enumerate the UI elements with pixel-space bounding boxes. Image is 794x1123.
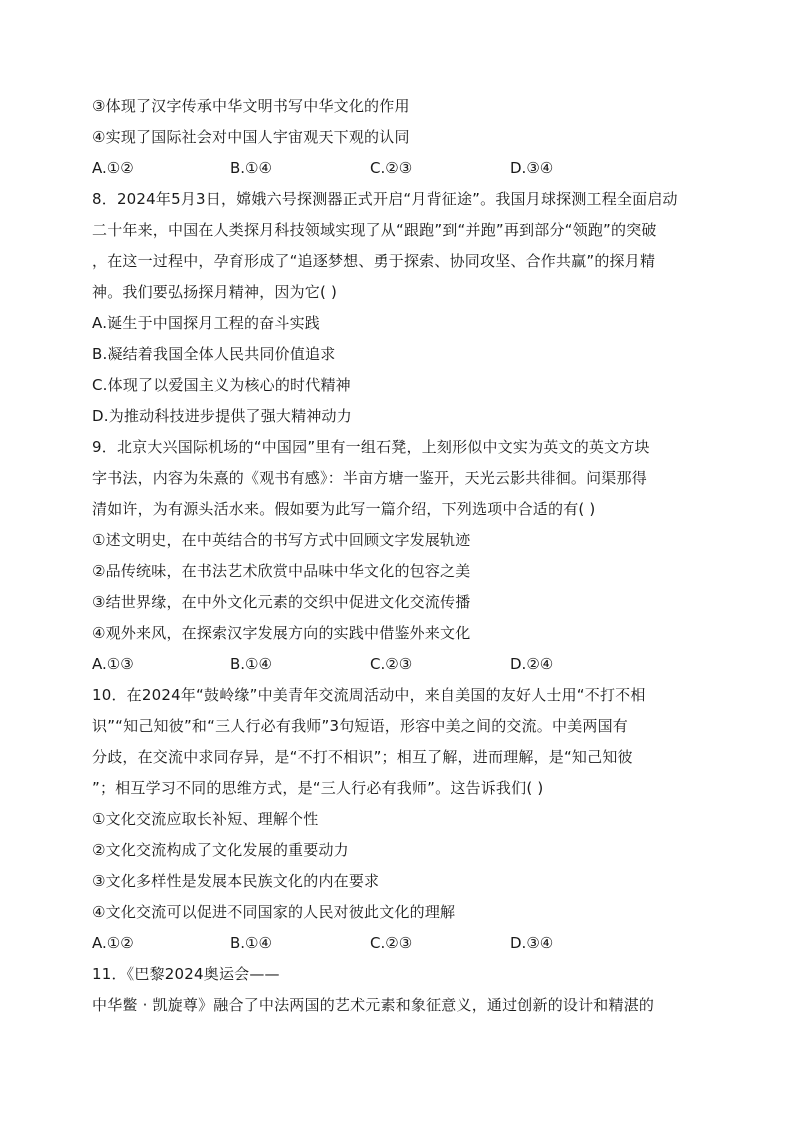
q10-stem-line-1: 10．在2024年“鼓岭缘”中美青年交流周活动中，来自美国的友好人士用“不打不相 (92, 686, 646, 704)
q7-statement-3: ③体现了汉字传承中华文明书写中华文化的作用 (92, 97, 410, 115)
q10-stem-line-3: 分歧，在交流中求同存异，是“不打不相识”；相互了解，进而理解，是“知己知彼 (92, 748, 633, 766)
q9-statement-4: ④观外来风，在探索汉字发展方向的实践中借鉴外来文化 (92, 624, 471, 642)
q7-statement-4: ④实现了国际社会对中国人宇宙观天下观的认同 (92, 128, 410, 146)
q10-options (92, 933, 704, 953)
q8-option-c[interactable]: C.体现了以爱国主义为核心的时代精神 (92, 376, 351, 394)
q8-option-d[interactable]: D.为推动科技进步提供了强大精神动力 (92, 407, 352, 425)
q9-stem-line-1: 9．北京大兴国际机场的“中国园”里有一组石凳，上刻形似中文实为英文的英文方块 (92, 438, 650, 456)
q9-statement-1: ①述文明史，在中英结合的书写方式中回顾文字发展轨迹 (92, 531, 471, 549)
q10-stem-line-2: 识”“知己知彼”和“三人行必有我师”3句短语，形容中美之间的交流。中美两国有 (92, 717, 629, 735)
q9-option-a[interactable]: A.①③ (92, 655, 134, 673)
q8-stem-line-4: 神。我们要弘扬探月精神，因为它( ) (92, 283, 338, 301)
q8-stem-line-1: 8．2024年5月3日，嫦娥六号探测器正式开启“月背征途”。我国月球探测工程全面启动 (92, 190, 678, 208)
q8-stem-line-2: 二十年来，中国在人类探月科技领域实现了从“跟跑”到“并跑”再到部分“领跑”的突破 (92, 221, 657, 239)
q9-statement-2: ②品传统味，在书法艺术欣赏中品味中华文化的包容之美 (92, 562, 471, 580)
q9-option-d[interactable]: D.②④ (510, 655, 554, 673)
q9-stem-line-2: 字书法，内容为朱熹的《观书有感》：半亩方塘一鉴开，天光云影共徘徊。问渠那得 (92, 469, 647, 487)
q7-options (92, 158, 704, 178)
q10-statement-2: ②文化交流构成了文化发展的重要动力 (92, 841, 349, 859)
q9-option-c[interactable]: C.②③ (370, 655, 413, 673)
q10-statement-1: ①文化交流应取长补短、理解个性 (92, 810, 319, 828)
q7-option-c[interactable]: C.②③ (370, 159, 413, 177)
q10-option-c[interactable]: C.②③ (370, 934, 413, 952)
q9-options (92, 654, 704, 674)
q10-option-a[interactable]: A.①② (92, 934, 134, 952)
q9-option-b[interactable]: B.①④ (230, 655, 272, 673)
q8-option-b[interactable]: B.凝结着我国全体人民共同价值追求 (92, 345, 336, 363)
q7-option-b[interactable]: B.①④ (230, 159, 272, 177)
q10-statement-3: ③文化多样性是发展本民族文化的内在要求 (92, 872, 380, 890)
q11-stem-line-2: 中华鳖 · 凯旋尊》融合了中法两国的艺术元素和象征意义，通过创新的设计和精湛的 (92, 996, 655, 1014)
q10-stem-line-4: ”；相互学习不同的思维方式，是“三人行必有我师”。这告诉我们( ) (92, 779, 544, 797)
q11-stem-line-1: 11．《巴黎2024奥运会—— (92, 965, 280, 983)
q9-statement-3: ③结世界缘，在中外文化元素的交织中促进文化交流传播 (92, 593, 471, 611)
q10-option-b[interactable]: B.①④ (230, 934, 272, 952)
q8-stem-line-3: ，在这一过程中，孕育形成了“追逐梦想、勇于探索、协同攻坚、合作共赢”的探月精 (92, 252, 656, 270)
q10-statement-4: ④文化交流可以促进不同国家的人民对彼此文化的理解 (92, 903, 456, 921)
q8-option-a[interactable]: A.诞生于中国探月工程的奋斗实践 (92, 314, 320, 332)
q7-option-a[interactable]: A.①② (92, 159, 134, 177)
q10-option-d[interactable]: D.③④ (510, 934, 554, 952)
q7-option-d[interactable]: D.③④ (510, 159, 554, 177)
q9-stem-line-3: 清如许，为有源头活水来。假如要为此写一篇介绍，下列选项中合适的有( ) (92, 500, 596, 518)
